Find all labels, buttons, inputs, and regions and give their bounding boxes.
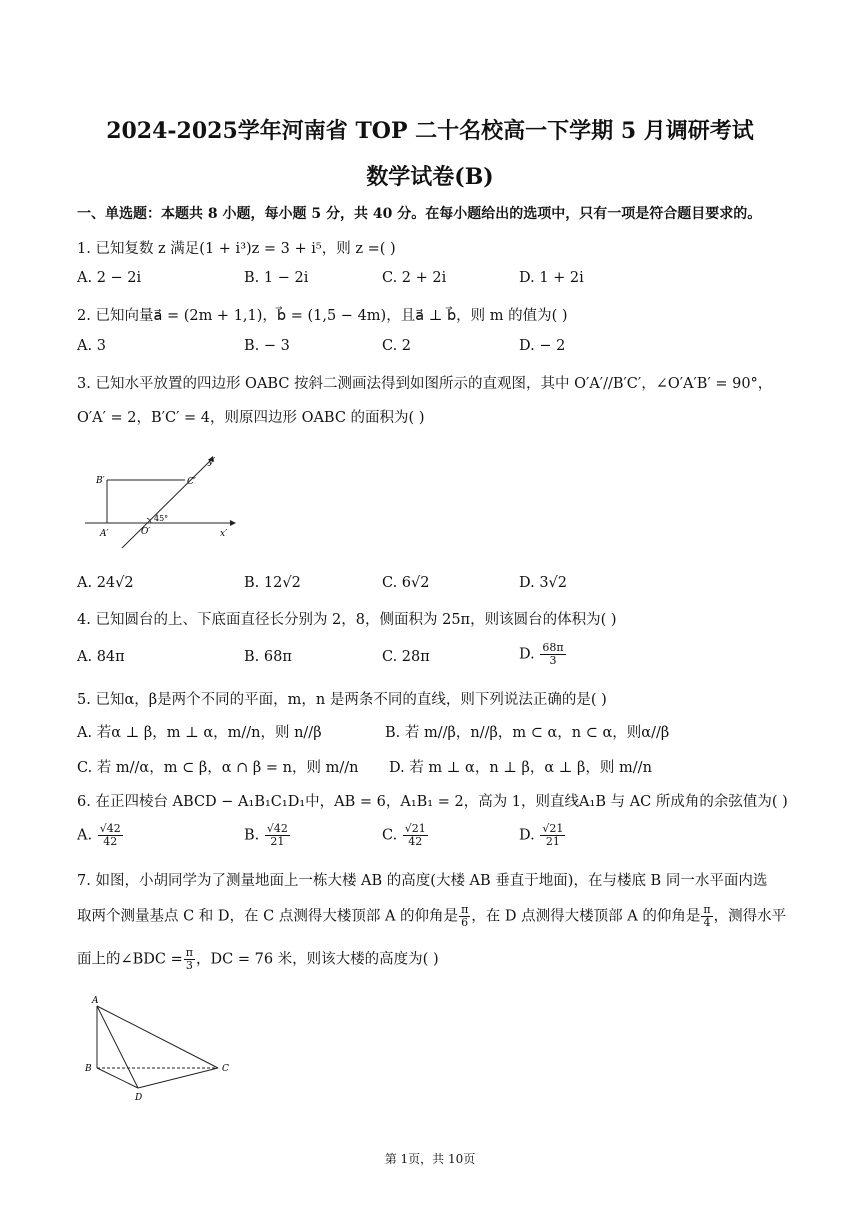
q6-option-a-letter: A. (77, 827, 97, 844)
q1-option-a: A. 2 − 2i (77, 270, 142, 286)
q6-option-c (382, 823, 429, 848)
edge-ad (97, 1006, 138, 1088)
q5-option-a: A. 若α ⊥ β，m ⊥ α，m//n，则 n//β (77, 725, 322, 741)
q3-option-b: B. 12√2 (244, 575, 301, 591)
exam-title: 2024-2025学年河南省 TOP 二十名校高一下学期 5 月调研考试 (106, 118, 754, 144)
q6-option-b-fraction (265, 823, 290, 848)
q7-frac1-num: π (461, 903, 469, 916)
q7-frac2-num: π (703, 903, 711, 916)
edge-bd (97, 1068, 138, 1088)
edge-dc (138, 1068, 218, 1088)
question-3-stem-line2: O′A′ = 2，B′C′ = 4，则原四边形 OABC 的面积为( ) (77, 410, 425, 426)
q6-option-d (519, 823, 566, 848)
q4-option-a: A. 84π (77, 649, 125, 665)
label-o: O′ (141, 527, 151, 537)
q3-figure (80, 452, 240, 552)
q6-option-d-fraction (540, 823, 565, 848)
q5-option-c: C. 若 m//α，m ⊂ β，α ∩ β = n，则 m//n (77, 760, 359, 776)
q7-stem2-part-b: ，在 D 点测得大楼顶部 A 的仰角是 (471, 908, 701, 925)
q6-option-c-letter: C. (382, 827, 402, 844)
q2-option-d: D. − 2 (519, 338, 566, 354)
label-c: C (222, 1064, 229, 1074)
q6-option-b (244, 823, 291, 848)
q7-stem2-part-c: ，测得水平 (713, 908, 787, 925)
q3-option-a: A. 24√2 (77, 575, 134, 591)
edge-ac (97, 1006, 218, 1068)
q2-option-a: A. 3 (77, 338, 106, 354)
q7-stem3-part-a: 面上的∠BDC = (77, 951, 183, 968)
label-y: y′ (208, 457, 216, 467)
label-b: B (85, 1064, 92, 1074)
q4-option-d-num: 68π (542, 641, 564, 654)
label-c: C′ (187, 477, 196, 487)
label-a: A (92, 996, 99, 1006)
q6-option-a-num: √42 (99, 822, 121, 835)
question-5-stem: 5. 已知α，β是两个不同的平面，m，n 是两条不同的直线，则下列说法正确的是( ) (77, 692, 607, 708)
q6-option-d-letter: D. (519, 827, 540, 844)
q6-option-b-den: 21 (270, 835, 285, 848)
q7-stem3-part-b: ，DC = 76 米，则该大楼的高度为( ) (196, 951, 439, 968)
q7-stem2-part-a: 取两个测量基点 C 和 D，在 C 点测得大楼顶部 A 的仰角是 (77, 908, 459, 925)
q6-option-a-den: 42 (103, 835, 118, 848)
q4-option-d-den: 3 (549, 654, 557, 667)
q4-option-d-letter: D. (519, 646, 540, 663)
page-footer: 第 1页，共 10页 (384, 1152, 476, 1166)
question-7-stem-line3 (77, 947, 439, 972)
question-7-stem-line1: 7. 如图，小胡同学为了测量地面上一栋大楼 AB 的高度(大楼 AB 垂直于地面)，在与楼底 B 同一水平面内选 (77, 873, 768, 889)
q4-option-b: B. 68π (244, 649, 292, 665)
q6-option-c-fraction (403, 823, 428, 848)
question-4-stem: 4. 已知圆台的上、下底面直径长分别为 2，8，侧面积为 25π，则该圆台的体积为( ) (77, 612, 617, 628)
label-x: x′ (220, 529, 228, 539)
label-a: A′ (100, 529, 109, 539)
label-b: B′ (96, 476, 105, 486)
q7-frac3-den: 3 (185, 959, 193, 972)
q1-option-d: D. 1 + 2i (519, 270, 584, 286)
q7-fraction-pi-6 (459, 904, 470, 929)
q7-fraction-pi-4 (701, 904, 712, 929)
q3-option-d: D. 3√2 (519, 575, 568, 591)
q3-option-c: C. 6√2 (382, 575, 430, 591)
q7-fraction-pi-3 (184, 947, 195, 972)
question-6-stem: 6. 在正四棱台 ABCD − A₁B₁C₁D₁中，AB = 6，A₁B₁ = 2，高为 1，则直线A₁B 与 AC 所成角的余弦值为( ) (77, 794, 788, 810)
q1-option-b: B. 1 − 2i (244, 270, 309, 286)
question-3-stem-line1: 3. 已知水平放置的四边形 OABC 按斜二测画法得到如图所示的直观图，其中 O′A′//B′C′，∠O′A′B′ = 90°， (77, 376, 773, 392)
q6-option-d-num: √21 (542, 822, 564, 835)
q6-option-a-fraction (98, 823, 123, 848)
q7-frac1-den: 6 (461, 916, 469, 929)
section-heading: 一、单选题：本题共 8 小题，每小题 5 分，共 40 分。在每小题给出的选项中，只有一项是符合题目要求的。 (77, 206, 762, 222)
q6-option-b-num: √42 (266, 822, 288, 835)
q7-figure (80, 992, 240, 1104)
q4-option-c: C. 28π (382, 649, 430, 665)
label-angle: 45° (154, 514, 169, 523)
label-d: D (135, 1093, 143, 1103)
q2-option-c: C. 2 (382, 338, 412, 354)
q5-option-d: D. 若 m ⊥ α，n ⊥ β，α ⊥ β，则 m//n (389, 760, 652, 776)
q5-option-b: B. 若 m//β，n//β，m ⊂ α，n ⊂ α，则α//β (385, 725, 670, 741)
q7-frac3-num: π (185, 946, 194, 959)
q6-option-b-letter: B. (244, 827, 264, 844)
q1-option-c: C. 2 + 2i (382, 270, 447, 286)
q6-option-d-den: 21 (545, 835, 560, 848)
q4-option-d-fraction (540, 642, 565, 667)
y-axis-line (122, 460, 211, 548)
x-axis-arrow (230, 520, 236, 526)
question-1-stem: 1. 已知复数 z 满足(1 + i³)z = 3 + i⁵，则 z =( ) (77, 241, 396, 257)
question-2-stem: 2. 已知向量a⃗ = (2m + 1,1)，b⃗ = (1,5 − 4m)，且a⃗ ⊥ b⃗，则 m 的值为( ) (77, 308, 568, 324)
q6-option-c-num: √21 (404, 822, 426, 835)
q2-option-b: B. − 3 (244, 338, 290, 354)
q4-option-d (519, 642, 567, 667)
question-7-stem-line2 (77, 904, 786, 929)
exam-subtitle: 数学试卷(B) (366, 164, 494, 190)
q6-option-c-den: 42 (408, 835, 423, 848)
q6-option-a (77, 823, 124, 848)
q7-frac2-den: 4 (703, 916, 711, 929)
